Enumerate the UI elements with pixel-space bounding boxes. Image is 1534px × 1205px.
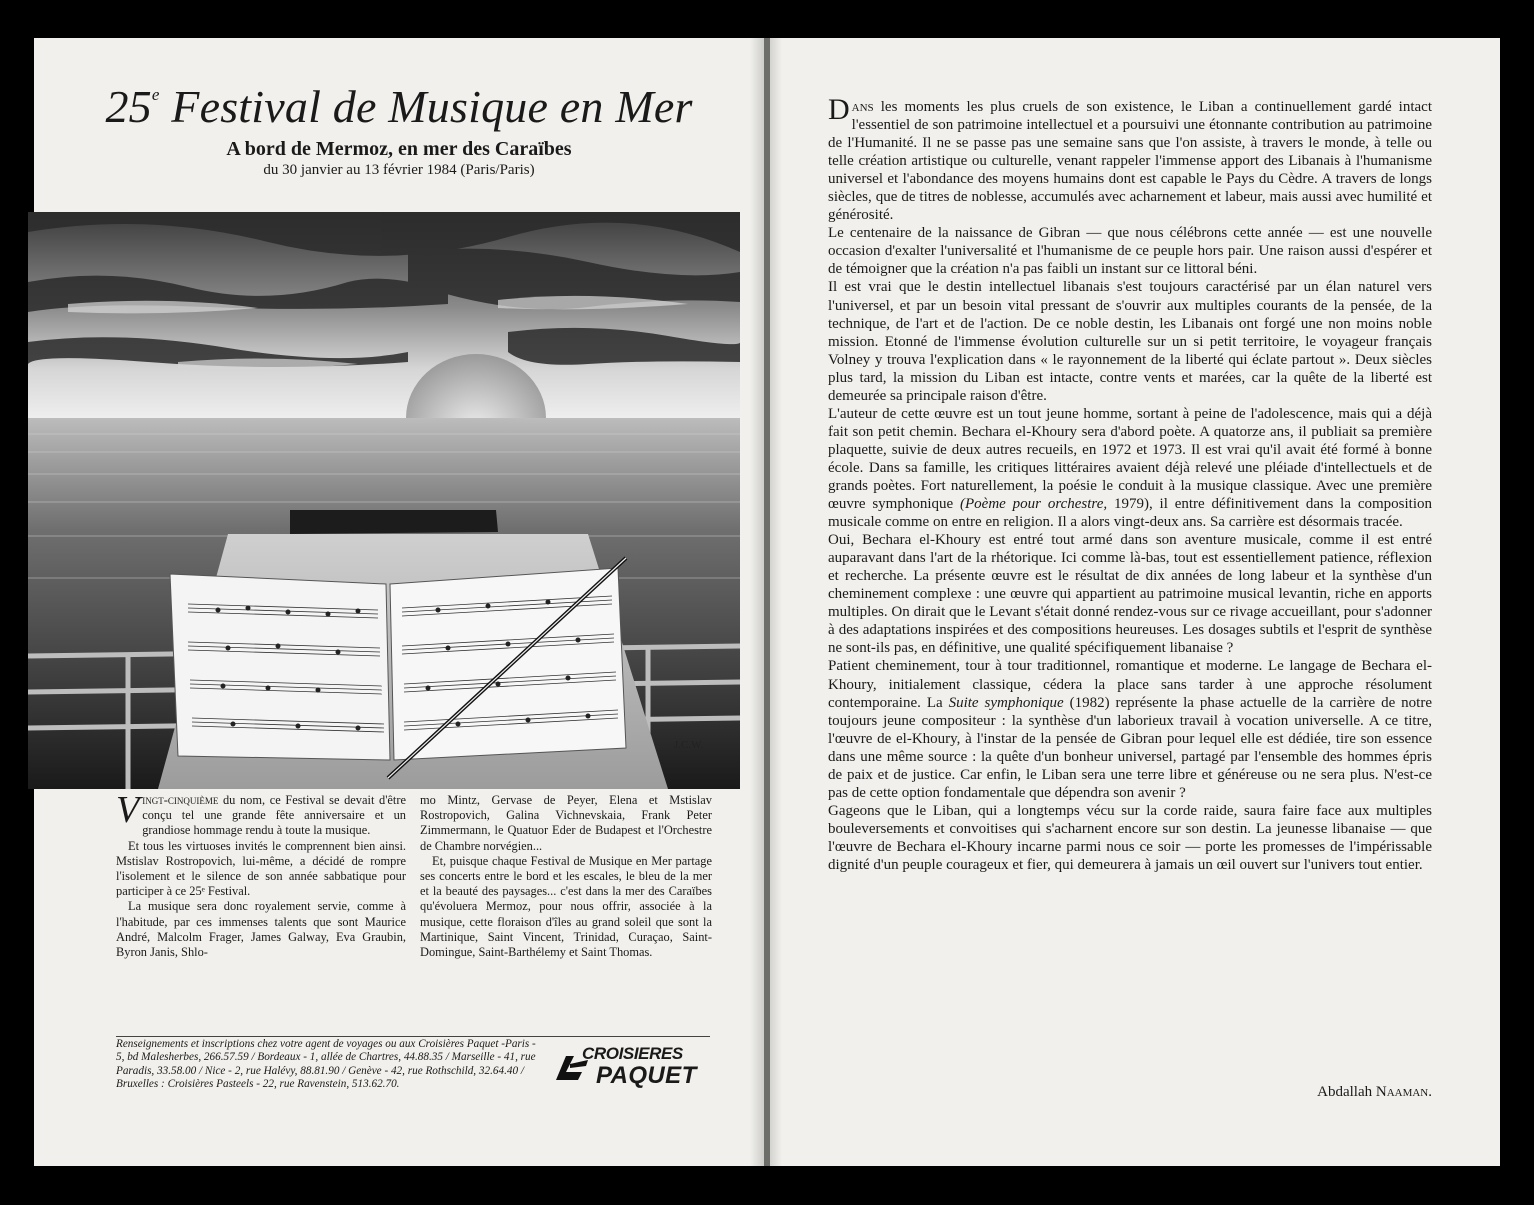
essay-paragraph-4	[828, 405, 1432, 531]
title-suffix: e	[151, 85, 160, 104]
booking-info: Renseignements et inscriptions chez votre agent de voyages ou aux Croisières Paquet -Paris - 5, bd Malesherbes, 266.57.59 / Bordeaux - 1, allée de Chartres, 44.88.35 / Marseille - 41, rue Paradis, 33.58.00 / Nice - 2, rue Halévy, 88.81.90 / Genève - 42, rue Rothschild, 32.64.40 / Bruxelles : Croisières Pasteels - 22, rue Ravenstein, 513.62.70.	[116, 1038, 536, 1090]
essay-paragraph-6	[828, 657, 1432, 801]
dropcap-v: V	[116, 789, 140, 831]
essay-paragraph-2: Le centenaire de la naissance de Gibran — que nous célébrons cette année — est une nouvelle occasion d'exalter l'universalité et l'humanisme de ce peuple hors pair. Une raison aussi d'espérer et de témoigner que la création n'a pas faibli un instant sur ce littoral béni.	[828, 225, 1432, 278]
essay-paragraph-1	[828, 93, 1432, 224]
essay-paragraph-5: Oui, Bechara el-Khoury est entré tout armé dans son aventure musicale, comme il est entré auparavant dans l'art de la rhétorique. Ici comme là-bas, tout est essentiellement patience, réflexion et recherche. La présente œuvre est le résultat de dix années de long labeur et la synthèse d'un cheminement complexe : une œuvre qui appartient au patrimoine musical levantin, riche en apports multiples. On dirait que le Levant s'était donné rendez-vous sur ce rivage accueillant, pour s'adonner à des adaptations inspirées et des compositions heureuses. Les dosages subtils et l'esprit de synthèse ne sont-ils pas, en définitive, une qualité spécifiquement libanaise ?	[828, 532, 1432, 657]
title-text: Festival de Musique en Mer	[159, 81, 693, 132]
festival-subtitle: A bord de Mermoz, en mer des Caraïbes	[226, 138, 572, 160]
essay-paragraph-4-b: 1979), il entre définitivement dans la composition musicale comme on entre en religion. Il a alors vingt-deux ans. Sa carrière est désormais tracée.	[828, 496, 1432, 531]
title-number: 25	[105, 81, 152, 132]
artist-signature: J.C.W.	[674, 739, 704, 751]
intro-paragraph-1	[116, 789, 406, 839]
essay-paragraph-6-a: Patient cheminement, tour à tour traditionnel, romantique et moderne. Le langage de Bechara el-Khoury, initialement classique, cédera la place sans tarder à une approche résolument contemporaine. La	[828, 658, 1432, 711]
author-last-name: Naaman.	[1375, 1084, 1432, 1100]
author-first-name: Abdallah	[1317, 1084, 1376, 1100]
dropcap-d: D	[828, 93, 850, 126]
intro-paragraph-2: Et tous les virtuoses invités le comprennent bien ainsi. Mstislav Rostropovich, lui-même, a décidé de rompre l'isolement et le silence de son année sabbatique pour participer à ce 25ᵉ Festival.	[116, 838, 406, 899]
intro-paragraph-5: Et, puisque chaque Festival de Musique en Mer partage ses concerts entre le bord et les escales, le bleu de la mer et la beauté des paysages... c'est dans la mer des Caraïbes qu'évoluera Mermoz, pour nous offrir, associée à la musique, cette floraison d'îles au grand soleil que sont la Martinique, Saint Vincent, Trinidad, Curaçao, Saint-Domingue, Saint-Barthélemy et Saint Thomas.	[420, 853, 712, 960]
essay-paragraph-4-a: L'auteur de cette œuvre est un tout jeune homme, sortant à peine de l'adolescence, mais qui a déjà fait son petit chemin. Bechara el-Khoury sera d'abord poète. A quatorze ans, il publiait sa première plaquette, suivie de deux autres recueils, en 1972 et 1973. Il est vrai qu'il avait été formé à bonne école. Dans sa famille, les critiques littéraires avaient déjà relevé une pléiade d'intellectuels et de grands poètes. Fort naturellement, la poésie le conduit à la musique classique. Avec une première œuvre symphonique	[828, 405, 1432, 513]
essay-paragraph-1-text: les moments les plus cruels de son existence, le Liban a continuellement gardé intact l'essentiel de son patrimoine intellectuel et a poursuivi une étonnante contribution au patrimoine de l'Humanité. Il ne se passe pas une semaine sans que l'on assiste, à travers le monde, à telle ou telle création artistique ou culturelle, venant rappeler l'immense apport des Libanais à l'humanisme universel et l'abondance des moyens humains dont est capable le Pays du Cèdre. A travers de longs siècles, que de titres de noblesse, accumulés avec acharnement et labeur, mais aussi avec humilité et générosité.	[828, 99, 1432, 224]
piano-lid	[290, 510, 498, 534]
essay-paragraph-3: Il est vrai que le destin intellectuel libanais s'est toujours caractérisé par un élan naturel vers l'universel, et par un besoin vital pressant de s'ouvrir aux multiples courants de la pensée, de la technique, de l'art et de l'action. De ce noble destin, les Libanais ont forgé une non moins noble mission. Etonné de l'immense évolution culturelle sur un si petit territoire, le voyageur français Volney y trouva l'explication dans « le rayonnement de la liberté qui éclate partout ». Deux siècles plus tard, la mission du Liban est intacte, contre vents et marées, car la quête de la liberté est demeurée sa principale raison d'être.	[828, 279, 1432, 404]
essay-paragraph-7: Gageons que le Liban, qui a longtemps vécu sur la corde raide, saura faire face aux multiples bouleversements et convoitises qui s'acharnent encore sur son destin. La jeunesse libanaise — que l'œuvre de Bechara el-Khoury incarne parmi nous ce soir — porte les promesses de l'impérissable dignité d'un peuple courageux et fier, qui demeurera à jamais un œil ouvert sur l'univers tout entier.	[828, 802, 1432, 873]
intro-smallcaps: ingt-cinquième	[142, 793, 219, 807]
intro-column-2	[420, 793, 712, 960]
sheet-music	[170, 568, 626, 760]
sea-music-illustration	[28, 212, 740, 789]
divider-rule	[116, 1036, 710, 1037]
intro-paragraph-3: La musique sera donc royalement servie, comme à l'habitude, par ces immenses talents que sont Maurice André, Malcolm Frager, James Galway, Eva Graubin, Byron Janis, Shlo-	[116, 899, 406, 960]
festival-title	[34, 80, 764, 133]
logo-line-2: PAQUET	[596, 1062, 697, 1089]
festival-dates: du 30 janvier au 13 février 1984 (Paris/Paris)	[263, 162, 535, 178]
author-signature	[0, 1084, 1432, 1101]
essay-smallcaps: ans	[851, 99, 874, 115]
intro-paragraph-1-text: du nom, ce Festival se devait d'être conçu tel une grande fête anniversaire et un grandiose hommage rendu à toute la musique.	[142, 793, 406, 838]
work-title-suite: Suite symphonique	[948, 694, 1064, 711]
intro-paragraph-4: mo Mintz, Gervase de Peyer, Elena et Mstislav Rostropovich, Galina Vichnevskaia, Frank Peter Zimmermann, le Quatuor Eder de Budapest et l'Orchestre de Chambre norvégien...	[420, 793, 712, 853]
logo-line-1: CROISIERES	[582, 1044, 683, 1063]
essay-paragraph-6-b: (1982) représente la phase actuelle de la carrière de notre toujours jeune compositeur : la synthèse d'un laborieux travail à vocation universelle. A ce titre, l'œuvre de el-Khoury, à l'instar de la pensée de Gibran pour lequel elle est dédiée, tire son essence dans une même source : la quête d'un bonheur universel, partagé par l'ensemble des hommes épris de paix et de justice. Car enfin, le Liban sera une terre libre et généreuse ou ne sera plus. N'est-ce pas de cette option fondamentale que dépendra son avenir ?	[828, 694, 1432, 801]
essay-text	[828, 93, 1432, 874]
intro-column-1	[116, 789, 406, 960]
work-title-poeme: (Poème pour orchestre,	[960, 496, 1108, 513]
